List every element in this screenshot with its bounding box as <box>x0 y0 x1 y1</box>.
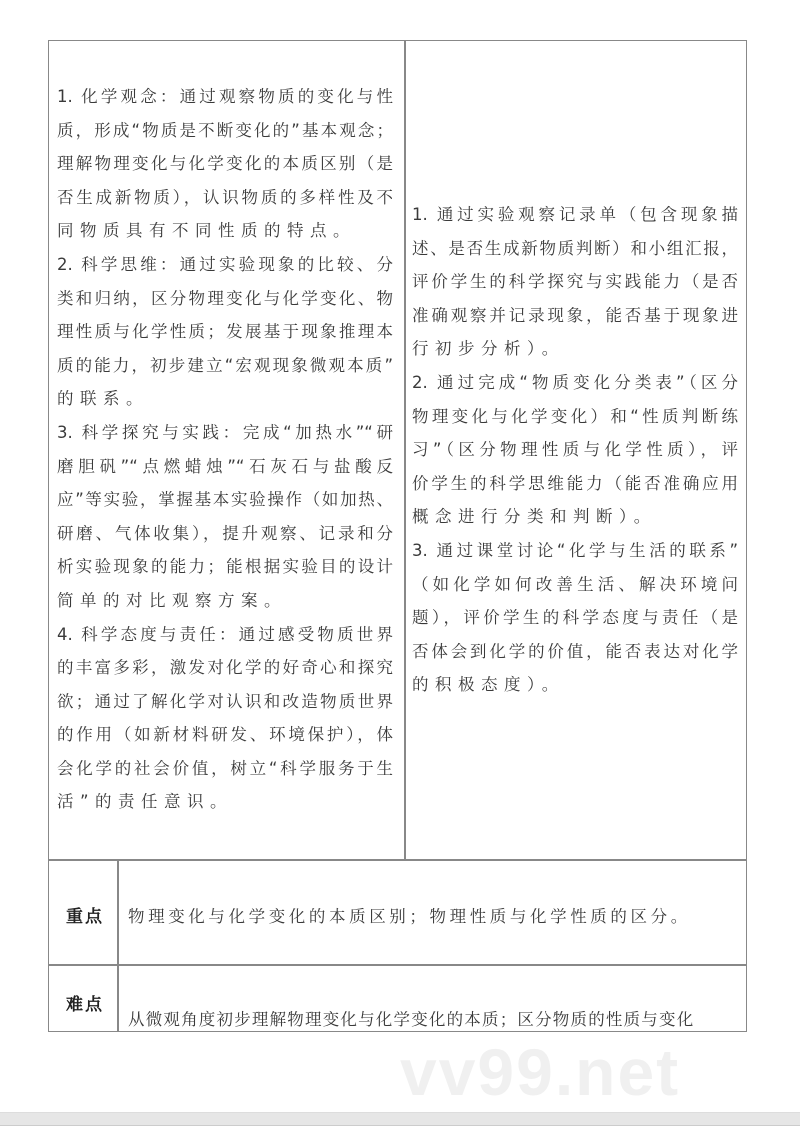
difficulty-label: 难点 <box>66 995 104 1015</box>
text-line: 简单的对比观察方案。 <box>57 590 287 610</box>
text-line: 1. 通过实验观察记录单（包含现象描 <box>412 205 738 224</box>
text-line: 概念进行分类和判断）。 <box>412 507 657 527</box>
objective-item <box>57 416 393 618</box>
label-column-divider <box>117 860 119 1032</box>
text-line: 1. 化学观念：通过观察物质的变化与性 <box>57 87 393 106</box>
assessment-item <box>412 366 738 534</box>
text-line: 的丰富多彩，激发对化学的好奇心和探究 <box>57 658 393 678</box>
objective-item <box>57 618 393 820</box>
page-separator <box>0 1112 800 1126</box>
watermark: vv99.net <box>400 1035 681 1109</box>
text-line: 价学生的科学思维能力（能否准确应用 <box>412 473 738 493</box>
objective-item <box>57 248 393 416</box>
text-line: 磨胆矾”“点燃蜡烛”“石灰石与盐酸反 <box>57 456 393 476</box>
text-line: 质的能力，初步建立“宏观现象微观本质” <box>57 355 393 375</box>
text-line: 的作用（如新材料研发、环境保护），体 <box>57 725 393 745</box>
text-line: 习”（区分物理性质与化学性质），评 <box>412 440 738 460</box>
assessment-item <box>412 534 738 702</box>
column-divider <box>404 40 406 860</box>
text-line: 同物质具有不同性质的特点。 <box>57 221 356 241</box>
text-line: 准确观察并记录现象，能否基于现象进 <box>412 305 738 325</box>
text-line: （如化学如何改善生活、解决环境问 <box>412 574 738 594</box>
text-line: 3. 通过课堂讨论“化学与生活的联系” <box>412 540 738 560</box>
text-line: 2. 科学思维：通过实验现象的比较、分 <box>57 254 393 274</box>
text-line: 应”等实验，掌握基本实验操作（如加热、 <box>57 490 393 510</box>
text-line: 研磨、气体收集），提升观察、记录和分 <box>57 523 393 543</box>
text-line: 物理变化与化学变化）和“性质判断练 <box>412 406 738 426</box>
text-line: 2. 通过完成“物质变化分类表”（区分 <box>412 372 738 392</box>
text-line: 的积极态度）。 <box>412 675 565 695</box>
assessment-item <box>412 198 738 366</box>
text-line: 质，形成“物质是不断变化的”基本观念； <box>57 120 393 140</box>
text-line: 评价学生的科学探究与实践能力（是否 <box>412 272 738 292</box>
text-line: 欲；通过了解化学对认识和改造物质世界 <box>57 691 393 711</box>
key-point-label: 重点 <box>66 907 104 927</box>
text-line: 析实验现象的能力；能根据实验目的设计 <box>57 557 393 577</box>
text-line: 行初步分析）。 <box>412 339 565 359</box>
row-divider <box>48 964 747 966</box>
text-line: 活”的责任意识。 <box>57 792 234 812</box>
text-line: 理性质与化学性质；发展基于现象推理本 <box>57 322 393 342</box>
text-line: 题），评价学生的科学态度与责任（是 <box>412 608 738 628</box>
text-line: 类和归纳，区分物理变化与化学变化、物 <box>57 288 393 308</box>
text-line: 否体会到化学的价值，能否表达对化学 <box>412 641 738 661</box>
objectives-cell <box>57 80 393 819</box>
text-line: 述、是否生成新物质判断）和小组汇报， <box>412 238 738 258</box>
difficulty-text: 从微观角度初步理解物理变化与化学变化的本质；区分物质的性质与变化 <box>128 1010 695 1029</box>
text-line: 的联系。 <box>57 389 149 409</box>
objective-item <box>57 80 393 248</box>
assessment-cell <box>412 198 738 702</box>
text-line: 会化学的社会价值，树立“科学服务于生 <box>57 758 393 778</box>
key-point-text: 物理变化与化学变化的本质区别；物理性质与化学性质的区分。 <box>128 907 691 926</box>
text-line: 3. 科学探究与实践：完成“加热水”“研 <box>57 422 393 442</box>
text-line: 否生成新物质），认识物质的多样性及不 <box>57 187 393 207</box>
text-line: 理解物理变化与化学变化的本质区别（是 <box>57 154 393 174</box>
text-line: 4. 科学态度与责任：通过感受物质世界 <box>57 624 393 644</box>
row-divider <box>48 859 747 861</box>
